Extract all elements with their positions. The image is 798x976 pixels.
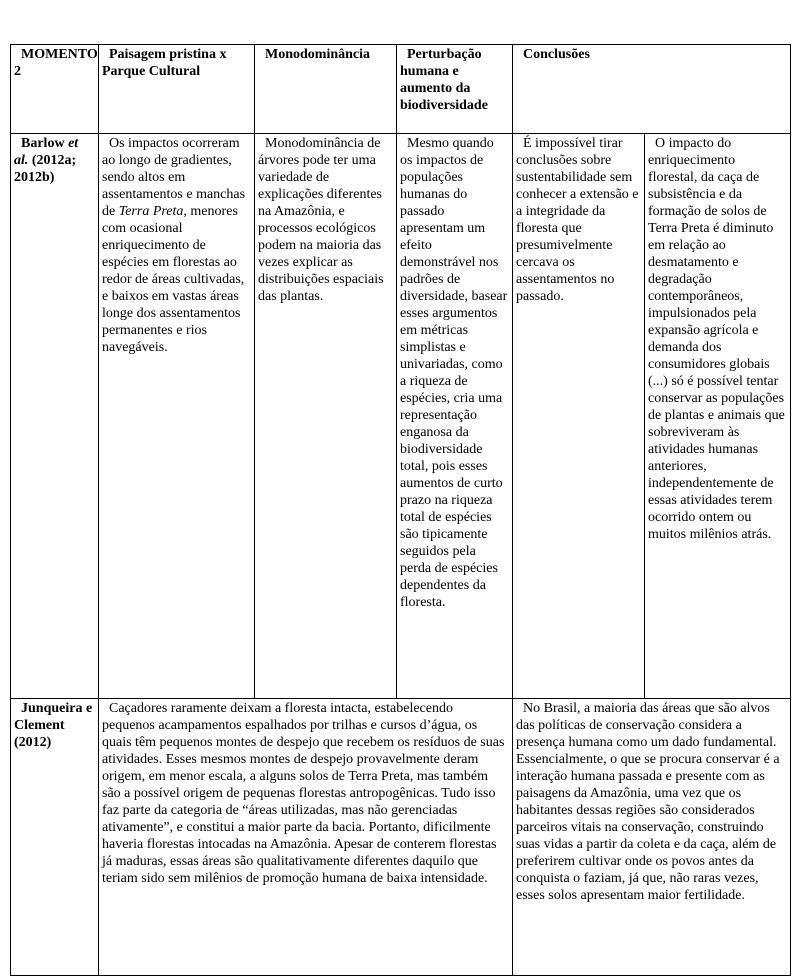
paragraph-junqueira-descricao: Caçadores raramente deixam a floresta intacta, estabelecendo pequenos acampamentos espalhados por trilhas e cursos d’água, os quais têm pequenos montes de despejo que recebem os resíduos de suas atividades. Esses mesmos montes de despejo provavelmente deram origem, em menor escala, a alguns solos de Terra Preta, mas também são a possível origem de pequenas florestas antropogênicas. Tudo isso faz parte da categoria de “áreas utilizadas, mas não gerenciadas ativamente”, e constitui a maior parte da bacia. Portanto, dificilmente haveria florestas intocadas na Amazônia. Apesar de conterem florestas já maduras, essas áreas são qualitativamente diferentes daquilo que teriam sido sem milênios de promoção humana de baixa intensidade. xyxy=(102,701,505,886)
text-part: (2012a; 2012b) xyxy=(14,153,77,185)
table-row-junqueira xyxy=(11,699,791,976)
header-cell-paisagem-pristina xyxy=(99,45,255,134)
cell-barlow-perturbacao xyxy=(397,134,513,699)
header-label-conclusoes: Conclusões xyxy=(523,47,590,62)
text-part: Os impactos ocorreram ao longo de gradientes, sendo altos em assentamentos e manchas de xyxy=(102,136,246,219)
momento2-review-table xyxy=(10,44,791,976)
text-part: Barlow xyxy=(21,136,69,151)
cell-junqueira-descricao xyxy=(99,699,513,976)
header-cell-conclusoes xyxy=(513,45,791,134)
table-row-barlow xyxy=(11,134,791,699)
reference-label-junqueira: Junqueira e Clement (2012) xyxy=(14,701,93,750)
paragraph-barlow-conclusao-impacto: O impacto do enriquecimento florestal, da caça de subsistência e da formação de solos de Terra Preta é diminuto em relação ao desmatamento e degradação contemporâneos, impulsionados pela expansão agrícola e demanda dos consumidores globais (...) só é possível tentar conservar as populações de plantas e animais que sobreviveram às atividades humanas anteriores, independentemente de essas atividades terem ocorrido ontem ou muitos milênios atrás. xyxy=(648,136,785,542)
text-part: , menores com ocasional enriquecimento de espécies em florestas ao redor de áreas cultivadas, e baixos em vastas áreas longe dos assentamentos permanentes e rios navegáveis. xyxy=(102,204,245,355)
paragraph-barlow-conclusao-sustentabilidade: É impossível tirar conclusões sobre sustentabilidade sem conhecer a extensão e a integridade da floresta que presumivelmente cercava os assentamentos no passado. xyxy=(516,136,639,304)
italic-terra-preta: Terra Preta xyxy=(118,204,184,219)
cell-junqueira-reference xyxy=(11,699,99,976)
paragraph-barlow-paisagem xyxy=(102,135,251,356)
reference-label-barlow xyxy=(14,135,95,186)
table-header-row xyxy=(11,45,791,134)
header-cell-perturbacao-humana xyxy=(397,45,513,134)
cell-junqueira-conclusao xyxy=(513,699,791,976)
paragraph-barlow-perturbacao: Mesmo quando os impactos de populações humanas do passado apresentam um efeito demonstrável nos padrões de diversidade, basear esses argumentos em métricas simplistas e univariadas, como a riqueza de espécies, cria uma representação enganosa da biodiversidade total, pois esses aumentos de curto prazo na riqueza total de espécies são tipicamente seguidos pela perda de espécies dependentes da floresta. xyxy=(400,136,508,610)
cell-barlow-monodominancia xyxy=(255,134,397,699)
header-label-paisagem: Paisagem pristina x Parque Cultural xyxy=(102,47,227,79)
cell-barlow-conclusao-impacto xyxy=(645,134,791,699)
paragraph-junqueira-conclusao: No Brasil, a maioria das áreas que são alvos das políticas de conservação considera a presença humana como um dado fundamental. Essencialmente, o que se procura conservar é a interação humana passada e presente com as paisagens da Amazônia, uma vez que os habitantes dessas regiões são considerados parceiros vitais na conservação, construindo suas vidas a partir da coleta e da caça, além de preferirem cultivar onde os povos antes da conquista o faziam, já que, não raras vezes, esses solos apresentam maior fertilidade. xyxy=(516,701,780,903)
header-label-momento: MOMENTO 2 xyxy=(14,47,98,79)
cell-barlow-paisagem xyxy=(99,134,255,699)
header-cell-monodominancia xyxy=(255,45,397,134)
paragraph-barlow-monodominancia: Monodominância de árvores pode ter uma variedade de explicações diferentes na Amazônia, e processos ecológicos podem na maioria das vezes explicar as distribuições espaciais das plantas. xyxy=(258,136,384,304)
cell-barlow-reference xyxy=(11,134,99,699)
cell-barlow-conclusao-sustentabilidade xyxy=(513,134,645,699)
header-label-monodominancia: Monodominância xyxy=(265,47,371,62)
header-label-perturbacao: Perturbação humana e aumento da biodiversidade xyxy=(400,47,488,113)
header-cell-momento-2 xyxy=(11,45,99,134)
italic-et-al: et al. xyxy=(14,136,79,168)
